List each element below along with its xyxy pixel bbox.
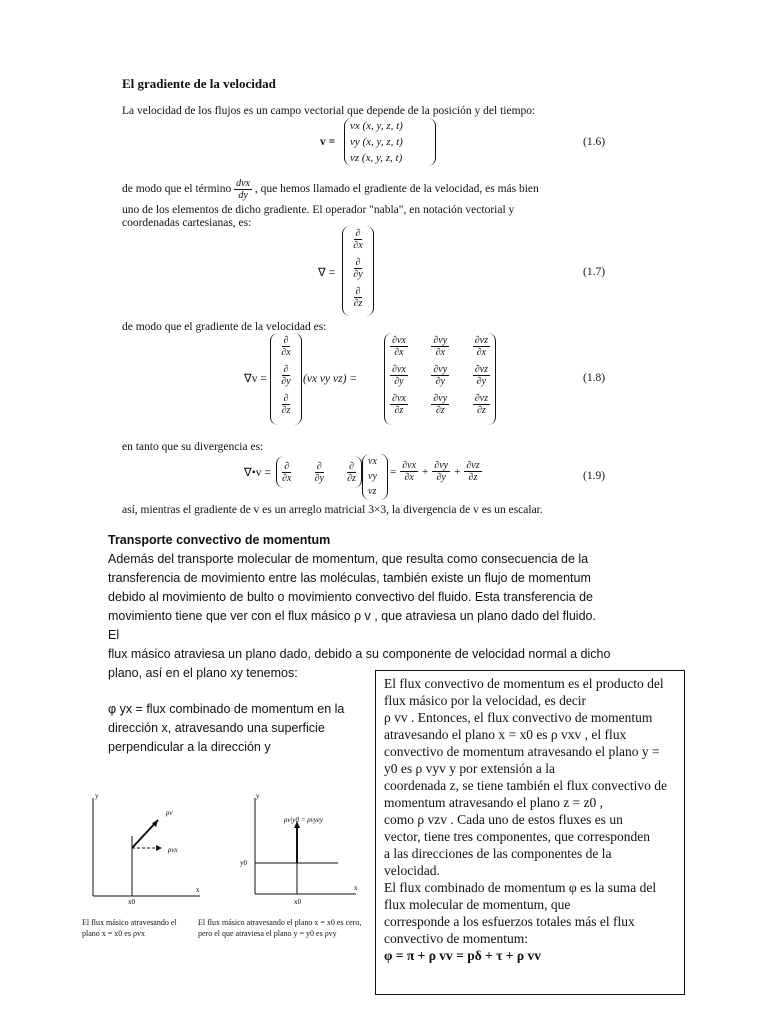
eq19-number: (1.9) <box>583 470 606 482</box>
fig2-x-label: x <box>354 884 358 892</box>
box-line: momentum atravesando el plano z = z0 , <box>384 795 604 810</box>
term-den: dy <box>238 190 248 201</box>
eq19-nabla-row: $\frac{\partial}{\partial x}$ $\frac{\partial}{\partial y}$ $\frac{\partial}{\partial z}$ <box>276 456 362 488</box>
box-line: convectivo de momentum atravesando el plano y = <box>384 744 660 759</box>
intro-text: La velocidad de los flujos es un campo vectorial que depende de la posición y del tiempo: <box>122 105 536 117</box>
nabla-vector: ∂ ∂x ∂ ∂y ∂ ∂z <box>342 226 374 316</box>
phi-line: φ yx = flux combinado de momentum en la <box>108 702 345 716</box>
fig1-rvx-label: ρvx <box>168 846 178 854</box>
box-line: corresponde a los esfuerzos totales más el flux <box>384 914 635 929</box>
eq17-number: (1.7) <box>583 266 606 278</box>
eq16-row: vz (x, y, z, t) <box>350 152 403 164</box>
eq16-number: (1.6) <box>583 136 606 148</box>
paragraph-line: flux másico atraviesa un plano dado, debido a su componente de velocidad normal a dicho <box>108 647 611 661</box>
fig2-caption-line: pero el que atraviesa el plano y = y0 es ρvy <box>198 929 337 938</box>
phi-line: dirección x, atravesando una superficie <box>108 721 325 735</box>
fig2-x0-label: x0 <box>294 898 301 906</box>
term-fraction <box>234 178 252 201</box>
box-line: a las direcciones de las componentes de la <box>384 846 612 861</box>
fig1-x0-label: x0 <box>128 898 135 906</box>
figure-2-caption <box>198 917 361 939</box>
term-line <box>122 178 539 201</box>
eq18-lhs: ∇v = <box>244 373 267 385</box>
paragraph-line: transferencia de movimiento entre las moléculas, también existe un flujo de momentum <box>108 571 591 585</box>
box-line: vector, tiene tres componentes, que corresponden <box>384 829 650 844</box>
box-line: y0 es ρ vyv y por extensión a la <box>384 761 555 776</box>
eq19-vector: vx vy vz <box>362 454 388 500</box>
box-line: El flux combinado de momentum φ es la suma del <box>384 880 657 895</box>
fig1-y-label: y <box>95 792 99 800</box>
eq16-lhs: v = <box>320 136 336 148</box>
fig1-caption-line: El flux másico atravesando el <box>82 918 177 927</box>
fig1-x-label: x <box>196 886 200 894</box>
figure-2-diagram <box>238 786 368 906</box>
term-num: dvx <box>236 178 250 189</box>
paragraph-line: plano, así en el plano xy tenemos: <box>108 666 298 680</box>
text2-d: coordenadas cartesianas, es: <box>122 217 252 229</box>
text2-c: uno de los elementos de dicho gradiente. El operador "nabla", en notación vectorial y <box>122 204 515 216</box>
phi-line: perpendicular a la dirección y <box>108 740 271 754</box>
eq18-number: (1.8) <box>583 372 606 384</box>
phi-definition <box>108 700 378 757</box>
text2-b: , que hemos llamado el gradiente de la velocidad, es más bien <box>254 183 539 196</box>
fig2-y0-label: y0 <box>240 859 247 867</box>
convective-paragraph <box>108 550 668 683</box>
eq18-nabla: ∂ ∂x ∂ ∂y ∂ ∂z <box>270 333 302 425</box>
text5: así, mientras el gradiente de v es un arreglo matricial 3×3, la divergencia de v es un escalar. <box>122 504 543 516</box>
fig1-rvx-arrowhead <box>156 845 162 851</box>
box-line: flux másico por la velocidad, es decir <box>384 693 587 708</box>
eq17-lhs: ∇ = <box>318 267 336 279</box>
box-line: como ρ vzv . Cada uno de estos fluxes es un <box>384 812 623 827</box>
eq18-matrix: $\frac{\partial vx}{\partial x}$ $\frac{\partial vy}{\partial x}$ $\frac{\partial vz}{\partial x}$ $\frac{\partial vx}{\partial y}$ $\frac{\partial vy}{\partial y}$ $\frac{\partial vz}{\partial y}$ $\frac{\partial vx}{\partial z}$ $\frac{\partial vy}{\partial z}$ $\frac{\partial vz}{\partial z}$ <box>384 333 496 425</box>
box-line: φ = π + ρ vv = pδ + τ + ρ vv <box>384 948 541 963</box>
eq19-result: = $\frac{\partial vx}{\partial x}$ + $\frac{\partial vy}{\partial y}$ + $\frac{\partial vz}{\partial z}$ <box>390 460 480 483</box>
eq16-vector <box>344 118 436 166</box>
box-line: ρ vv . Entonces, el flux convectivo de momentum <box>384 710 653 725</box>
equation-1-6 <box>320 118 620 168</box>
box-line: velocidad. <box>384 863 440 878</box>
paragraph-line: Además del transporte molecular de momentum, que resulta como consecuencia de la <box>108 552 589 566</box>
box-line: coordenada z, se tiene también el flux convectivo de <box>384 778 668 793</box>
eq16-row: vy (x, y, z, t) <box>350 136 403 148</box>
paragraph-line: El <box>108 628 120 642</box>
box-line: convectivo de momentum: <box>384 931 528 946</box>
text4: en tanto que su divergencia es: <box>122 441 264 453</box>
text3: de modo que el gradiente de la velocidad es: <box>122 321 327 333</box>
paragraph-line: debido al movimiento de bulto o movimiento convectivo del fluido. Esta transferencia de <box>108 590 593 604</box>
box-line: El flux convectivo de momentum es el producto del <box>384 676 664 691</box>
figure-1-caption <box>82 917 177 939</box>
paragraph-line: movimiento tiene que ver con el flux másico ρ v , que atraviesa un plano dado del fluido. <box>108 609 596 623</box>
eq18-rowvec: (vx vy vz) = <box>303 373 358 385</box>
eq19-lhs: ∇•v = <box>244 467 271 479</box>
fig2-caption-line: El flux másico atravesando el plano x = x0 es cero, <box>198 918 362 927</box>
section-title-convective: Transporte convectivo de momentum <box>108 533 331 547</box>
eq16-row: vx (x, y, z, t) <box>350 120 403 132</box>
box-line: atravesando el plano x = x0 es ρ vxv , el flux <box>384 727 627 742</box>
fig1-rv-label: ρv <box>166 809 173 817</box>
section-title-gradient: El gradiente de la velocidad <box>122 76 276 91</box>
box-line: flux molecular de momentum, que <box>384 897 571 912</box>
fig2-y-label: y <box>256 792 260 800</box>
fig2-rv-label: ρv|y0 = ρvyey <box>284 816 324 824</box>
convective-flux-box <box>375 670 685 995</box>
text2-a: de modo que el término <box>122 183 232 196</box>
figure-1-diagram <box>78 786 200 906</box>
fig1-caption-line: plano x = x0 es ρvx <box>82 929 145 938</box>
